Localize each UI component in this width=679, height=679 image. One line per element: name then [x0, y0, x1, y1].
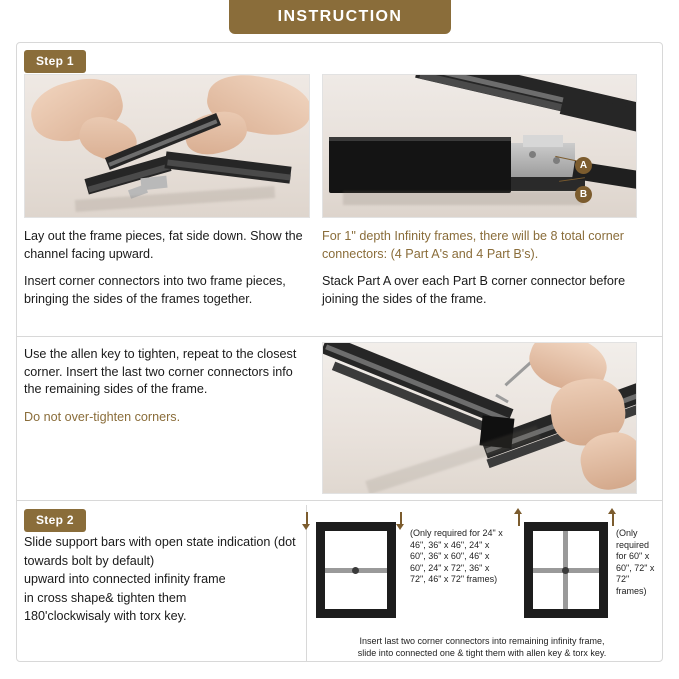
arrow-down-2 — [396, 524, 404, 530]
step2-text-l2: upward into connected infinity frame — [24, 572, 226, 586]
step1-left-text — [24, 228, 310, 308]
step1-right-text-p2: Stack Part A over each Part B corner connector before joining the sides of the frame. — [322, 274, 626, 306]
step2-text-l4: 180'clockwisaly with torx key. — [24, 609, 187, 623]
step2-note-left: (Only required for 24" x 46", 36" x 46", 24" x 60", 36" x 60", 46" x 60", 24" x 72", 36" x 72", 46" x 72" frames) — [410, 528, 503, 584]
step1-left-text-p2: Insert corner connectors into two frame pieces, bringing the sides of the frames together. — [24, 274, 286, 306]
step1-right-text-brown: For 1" depth Infinity frames, there will be 8 total corner connectors: (4 Part A's and 4 Part B's). — [322, 229, 624, 261]
step1-lower-text — [24, 346, 310, 426]
arrow-up-2 — [608, 508, 616, 514]
step1-lower-warning: Do not over-tighten corners. — [24, 409, 181, 424]
page-title: INSTRUCTION — [277, 8, 403, 25]
divider-2 — [17, 500, 662, 501]
step2-diagram-right — [518, 518, 614, 618]
instruction-header — [229, 0, 451, 34]
step2-diagram-left — [310, 518, 402, 618]
step-2-badge: Step 2 — [24, 509, 86, 532]
step1-lower-text-p1: Use the allen key to tighten, repeat to the closest corner. Insert the last two corner connectors info the remaining sides of the frame. — [24, 347, 297, 396]
step2-note-right: (Only required for 60" x 60", 72" x 72" frames) — [616, 528, 655, 596]
arrow-down-1 — [302, 524, 310, 530]
divider-1 — [17, 336, 662, 337]
arrow-up-1 — [514, 508, 522, 514]
step1-left-text-p1: Lay out the frame pieces, fat side down. Show the channel facing upward. — [24, 229, 303, 261]
step2-footer-l2: slide into connected one & tight them with allen key & torx key. — [357, 648, 607, 658]
callout-a: A — [575, 157, 592, 174]
step1-photo-lower — [322, 342, 637, 494]
step2-text-l1: Slide support bars with open state indication (dot towards bolt by default) — [24, 535, 296, 568]
step2-text — [24, 533, 306, 626]
step2-footer-l1: Insert last two corner connectors into remaining infinity frame, — [359, 636, 605, 646]
callout-b: B — [575, 186, 592, 203]
step-1-badge: Step 1 — [24, 50, 86, 73]
step1-right-text — [322, 228, 630, 308]
step1-photo-left — [24, 74, 310, 218]
arrow-stem-4 — [612, 512, 614, 526]
arrow-stem-3 — [518, 512, 520, 526]
step2-text-l3: in cross shape& tighten them — [24, 590, 187, 605]
